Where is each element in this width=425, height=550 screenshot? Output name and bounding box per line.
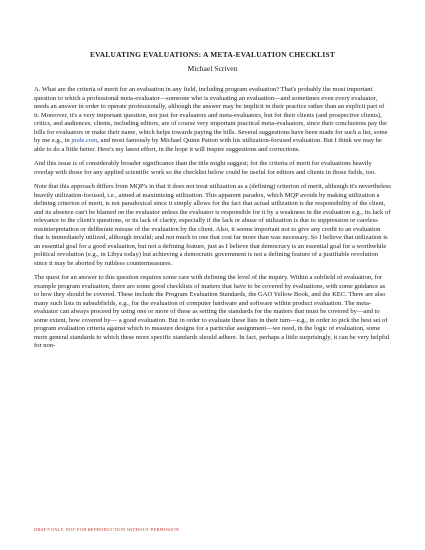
jmde-link[interactable]: jmde.com — [71, 137, 98, 144]
paragraph — [34, 86, 391, 154]
document-title: EVALUATING EVALUATIONS: A META-EVALUATION CHECKLIST — [89, 50, 336, 59]
document-body — [34, 86, 391, 357]
paragraph: Note that this approach differs from MQP's in that it does not treat utilization as a (defining) criterion of merit, although it's nevertheless heavily utilization-focused, i.e., aimed at maximizing utilization. This apparent paradox, which MQP avoids by making utilization a defining criterion of merit, is not paradoxical since it simply allows for the fact that actual utilization is the responsibility of the client, and its absence can't be blamed on the evaluator unless the evaluator is responsible for it by a weakness in the evaluation e.g., its lack of relevance to the client's questions, or its lack of clarity, especially if the lack or abuse of utilization is due to suppression or careless misinterpretation or deliberate misuse of the evaluation by the client. Also, it seems important not to give any credit to an evaluation that is immediately utilized, although invalid; and not much to one that cost far more than was necessary. So I believe that utilization is an essential goal for a good evaluation, but not a defining feature, just as I believe that democracy is an essential goal for a worthwhile political revolution (e.g., in Libya today) but achieving a democratic government is not a defining feature of a justifiable revolution since it may be aborted by ruthless countermeasures. — [34, 183, 391, 267]
paragraph-text: , and most famously by Michael Quinn Patton with his utilization-focused evaluation. But I think we may be able to do a little better. Here's my latest effort, in the hope it will inspire suggestions and corrections. — [34, 137, 382, 153]
paragraph-text: A. What are the criteria of merit for an evaluation in any field, including program evaluation? That's probably the most important question to which a professional meta-evaluator—someone who is evaluating an evaluation—and sometimes even every evaluator, needs an answer in order to operate professionally, although the answer may be implicit in their practice rather than an explicit part of it. Moreover, it's a very important question, not just for evaluators and meta-evaluators, but for their clients (and prospective clients), critics, and audiences; clients, including editors, are of course very important practical meta-evaluators, since their conclusions pay the bills for evaluators or make their name, which helps towards paying the bills. Several suggestions have been made for such a list, some by me e.g., in — [34, 86, 388, 144]
paragraph: And this issue is of considerably broader significance than the title might suggest; for the criteria of merit for evaluations heavily overlap with those for any applied scientific work so the checklist below could be useful for editors and clients in those fields, too. — [34, 160, 376, 176]
draft-footer: DRAFT ONLY, NOT FOR REPRODUCTION WITHOUT PERMISSION — [34, 527, 180, 532]
paragraph: The quest for an answer to this question requires some care with defining the level of the inquiry. Within a subfield of evaluation, for example program evaluation, there are some good checklists of matters that have to be covered by evaluations, with some guidance as to how they should be covered. These include the Program Evaluation Standards, the GAO Yellow Book, and the KEC. There are also many such lists in subsubfields, e.g., for the evaluation of computer hardware and software within product evaluation. The meta-evaluator can always proceed by using one or more of these as setting the standards for the matters that must be covered by—and to some extent, how covered by— a good evaluation. But in order to evaluate these lists in their turn—e.g., in order to pick the best set of program evaluation criteria against which to measure designs for a particular assignment—we need, in the logic of evaluation, some more general standards to which these more specific standards should adhere. In fact, perhaps a little surprisingly, it can be very helpful for non- — [34, 274, 390, 349]
document-author: Michael Scriven — [187, 64, 238, 73]
